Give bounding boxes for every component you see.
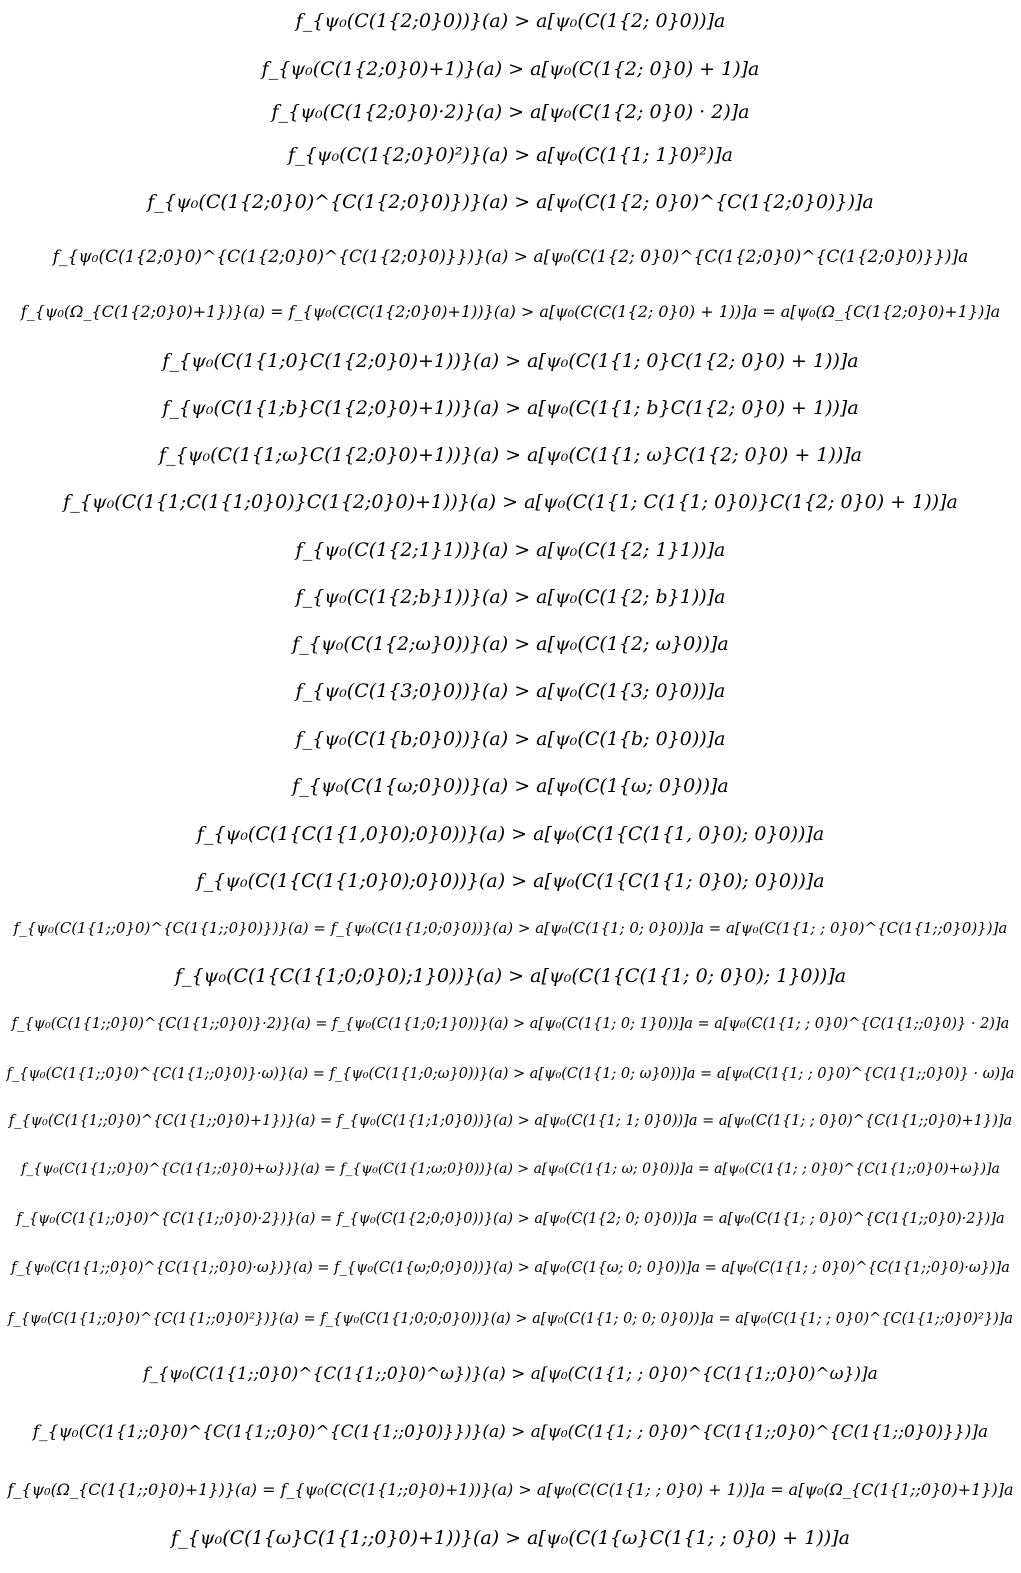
equation-line: f_{ψ₀(C(1{2;0}0)^{C(1{2;0}0)})}(a) > a[ψ₀(C(1{2; 0}0)^{C(1{2;0}0)})]a bbox=[147, 191, 874, 213]
equation-line: f_{ψ₀(Ω_{C(1{1;;0}0)+1})}(a) = f_{ψ₀(C(C(1{1;;0}0)+1))}(a) > a[ψ₀(C(C(1{1; ; 0}0) + 1))]a = a[ψ₀(Ω_{C(1{1;;0}0)+1})]a bbox=[7, 1480, 1014, 1499]
equation-line: f_{ψ₀(C(1{1;C(1{1;0}0)}C(1{2;0}0)+1))}(a) > a[ψ₀(C(1{1; C(1{1; 0}0)}C(1{2; 0}0) + 1))]a bbox=[63, 491, 958, 513]
equation-line: f_{ψ₀(C(1{1;;0}0)^{C(1{1;;0}0)})}(a) = f_{ψ₀(C(1{1;0;0}0))}(a) > a[ψ₀(C(1{1; 0; 0}0))]a = a[ψ₀(C(1{1; ; 0}0)^{C(1{1;;0}0)})]a bbox=[13, 919, 1008, 937]
equation-line: f_{ψ₀(C(1{1;;0}0)^{C(1{1;;0}0)^{C(1{1;;0}0)}})}(a) > a[ψ₀(C(1{1; ; 0}0)^{C(1{1;;0}0)^{C(1{1;;0}0)}})]a bbox=[32, 1422, 989, 1442]
equation-line: f_{ψ₀(C(1{1;0}C(1{2;0}0)+1))}(a) > a[ψ₀(C(1{1; 0}C(1{2; 0}0) + 1))]a bbox=[162, 350, 859, 372]
equation-line: f_{ψ₀(C(1{C(1{1;0;0}0);1}0))}(a) > a[ψ₀(C(1{C(1{1; 0; 0}0); 1}0))]a bbox=[174, 965, 847, 987]
equation-line: f_{ψ₀(C(1{2;0}0)+1)}(a) > a[ψ₀(C(1{2; 0}0) + 1)]a bbox=[261, 58, 760, 80]
equation-line: f_{ψ₀(Ω_{C(1{2;0}0)+1})}(a) = f_{ψ₀(C(C(1{2;0}0)+1))}(a) > a[ψ₀(C(C(1{2; 0}0) + 1))]a = a[ψ₀(Ω_{C(1{2;0}0)+1})]a bbox=[20, 302, 1001, 321]
equation-line: f_{ψ₀(C(1{1;;0}0)^{C(1{1;;0}0)+1})}(a) = f_{ψ₀(C(1{1;1;0}0))}(a) > a[ψ₀(C(1{1; 1; 0}0))]a = a[ψ₀(C(1{1; ; 0}0)^{C(1{1;;0}0)+1})]a bbox=[8, 1113, 1013, 1129]
equation-line: f_{ψ₀(C(1{1;;0}0)^{C(1{1;;0}0)}·ω)}(a) = f_{ψ₀(C(1{1;0;ω}0))}(a) > a[ψ₀(C(1{1; 0; ω}0))]a = a[ψ₀(C(1{1; ; 0}0)^{C(1{1;;0}0)} · ω)]a bbox=[6, 1066, 1015, 1082]
equation-line: f_{ψ₀(C(1{1;;0}0)^{C(1{1;;0}0)+ω})}(a) = f_{ψ₀(C(1{1;ω;0}0))}(a) > a[ψ₀(C(1{1; ω; 0}0))]a = a[ψ₀(C(1{1; ; 0}0)^{C(1{1;;0}0)+ω})]a bbox=[21, 1161, 1000, 1177]
equation-line: f_{ψ₀(C(1{2;0}0)·2)}(a) > a[ψ₀(C(1{2; 0}0) · 2)]a bbox=[271, 101, 750, 123]
equation-line: f_{ψ₀(C(1{1;;0}0)^{C(1{1;;0}0)²})}(a) = f_{ψ₀(C(1{1;0;0;0}0))}(a) > a[ψ₀(C(1{1; 0; 0; 0}0))]a = a[ψ₀(C(1{1; ; 0}0)^{C(1{1;;0}0)²})]a bbox=[7, 1311, 1014, 1327]
equation-line: f_{ψ₀(C(1{ω;0}0))}(a) > a[ψ₀(C(1{ω; 0}0))]a bbox=[292, 775, 729, 797]
equation-line: f_{ψ₀(C(1{C(1{1,0}0);0}0))}(a) > a[ψ₀(C(1{C(1{1, 0}0); 0}0))]a bbox=[196, 823, 825, 845]
equation-line: f_{ψ₀(C(1{2;1}1))}(a) > a[ψ₀(C(1{2; 1}1))]a bbox=[295, 539, 726, 561]
equation-line: f_{ψ₀(C(1{ω}C(1{1;;0}0)+1))}(a) > a[ψ₀(C(1{ω}C(1{1; ; 0}0) + 1))]a bbox=[171, 1527, 850, 1549]
equation-line: f_{ψ₀(C(1{2;0}0)^{C(1{2;0}0)^{C(1{2;0}0)}})}(a) > a[ψ₀(C(1{2; 0}0)^{C(1{2;0}0)^{C(1{2;0}0)}})]a bbox=[52, 247, 969, 267]
equation-line: f_{ψ₀(C(1{1;;0}0)^{C(1{1;;0}0)^ω})}(a) > a[ψ₀(C(1{1; ; 0}0)^{C(1{1;;0}0)^ω})]a bbox=[143, 1364, 878, 1384]
equation-line: f_{ψ₀(C(1{2;b}1))}(a) > a[ψ₀(C(1{2; b}1))]a bbox=[295, 586, 726, 608]
equation-line: f_{ψ₀(C(1{b;0}0))}(a) > a[ψ₀(C(1{b; 0}0))]a bbox=[295, 728, 726, 750]
equation-line: f_{ψ₀(C(1{C(1{1;0}0);0}0))}(a) > a[ψ₀(C(1{C(1{1; 0}0); 0}0))]a bbox=[196, 870, 825, 892]
equation-line: f_{ψ₀(C(1{3;0}0))}(a) > a[ψ₀(C(1{3; 0}0))]a bbox=[295, 680, 726, 702]
equation-line: f_{ψ₀(C(1{1;b}C(1{2;0}0)+1))}(a) > a[ψ₀(C(1{1; b}C(1{2; 0}0) + 1))]a bbox=[162, 397, 859, 419]
equation-line: f_{ψ₀(C(1{1;;0}0)^{C(1{1;;0}0)·ω})}(a) = f_{ψ₀(C(1{ω;0;0}0))}(a) > a[ψ₀(C(1{ω; 0; 0}0))]a = a[ψ₀(C(1{1; ; 0}0)^{C(1{1;;0}0)·ω})]a bbox=[11, 1260, 1010, 1276]
equation-line: f_{ψ₀(C(1{2;0}0)²)}(a) > a[ψ₀(C(1{1; 1}0)²)]a bbox=[288, 144, 733, 166]
equation-line: f_{ψ₀(C(1{1;ω}C(1{2;0}0)+1))}(a) > a[ψ₀(C(1{1; ω}C(1{2; 0}0) + 1))]a bbox=[158, 444, 862, 466]
equation-line: f_{ψ₀(C(1{1;;0}0)^{C(1{1;;0}0)}·2)}(a) = f_{ψ₀(C(1{1;0;1}0))}(a) > a[ψ₀(C(1{1; 0; 1}0))]a = a[ψ₀(C(1{1; ; 0}0)^{C(1{1;;0}0)} · 2)]a bbox=[11, 1016, 1010, 1032]
equation-line: f_{ψ₀(C(1{2;ω}0))}(a) > a[ψ₀(C(1{2; ω}0))]a bbox=[292, 633, 729, 655]
equation-line: f_{ψ₀(C(1{1;;0}0)^{C(1{1;;0}0)·2})}(a) = f_{ψ₀(C(1{2;0;0}0))}(a) > a[ψ₀(C(1{2; 0; 0}0))]a = a[ψ₀(C(1{1; ; 0}0)^{C(1{1;;0}0)·2})]a bbox=[16, 1211, 1005, 1227]
equation-line: f_{ψ₀(C(1{2;0}0))}(a) > a[ψ₀(C(1{2; 0}0))]a bbox=[295, 10, 726, 32]
